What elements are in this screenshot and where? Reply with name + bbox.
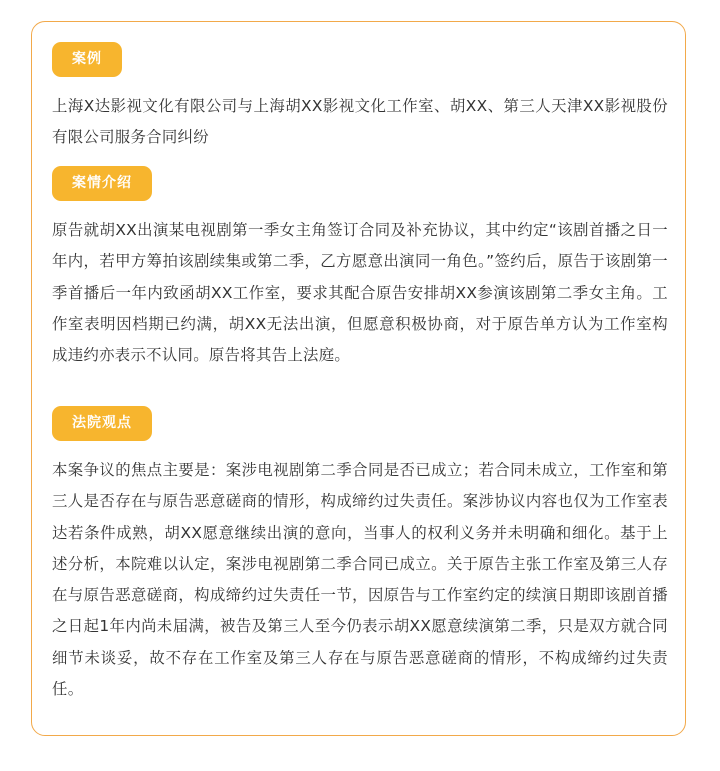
section-case-tag-wrap [52, 42, 122, 77]
section-tag-court: 法院观点 [52, 406, 152, 441]
section-case-body: 上海X达影视文化有限公司与上海胡XX影视文化工作室、胡XX、第三人天津XX影视股份有限公司服务合同纠纷 [52, 97, 668, 147]
section-tag-facts: 案情介绍 [52, 166, 152, 201]
section-facts-tag-wrap [52, 166, 152, 201]
section-court-tag-wrap [52, 406, 152, 441]
section-facts-body: 原告就胡XX出演某电视剧第一季女主角签订合同及补充协议，其中约定“该剧首播之日一年内，若甲方筹拍该剧续集或第二季，乙方愿意出演同一角色。”签约后，原告于该剧第一季首播后一年内致函胡XX工作室，要求其配合原告安排胡XX参演该剧第二季女主角。工作室表明因档期已约满，胡XX无法出演，但愿意积极协商，对于原告单方认为工作室构成违约亦表示不认同。原告将其告上法庭。 [52, 221, 668, 365]
section-court-body: 本案争议的焦点主要是：案涉电视剧第二季合同是否已成立；若合同未成立，工作室和第三人是否存在与原告恶意磋商的情形，构成缔约过失责任。案涉协议内容也仅为工作室表达若条件成熟，胡XX愿意继续出演的意向，当事人的权利义务并未明确和细化。基于上述分析，本院难以认定，案涉电视剧第二季合同已成立。关于原告主张工作室及第三人存在与原告恶意磋商，构成缔约过失责任一节，因原告与工作室约定的续演日期即该剧首播之日起1年内尚未届满，被告及第三人至今仍表示胡XX愿意续演第二季，只是双方就合同细节未谈妥，故不存在工作室及第三人存在与原告恶意磋商的情形，不构成缔约过失责任。 [52, 461, 668, 699]
section-tag-case: 案例 [52, 42, 122, 77]
